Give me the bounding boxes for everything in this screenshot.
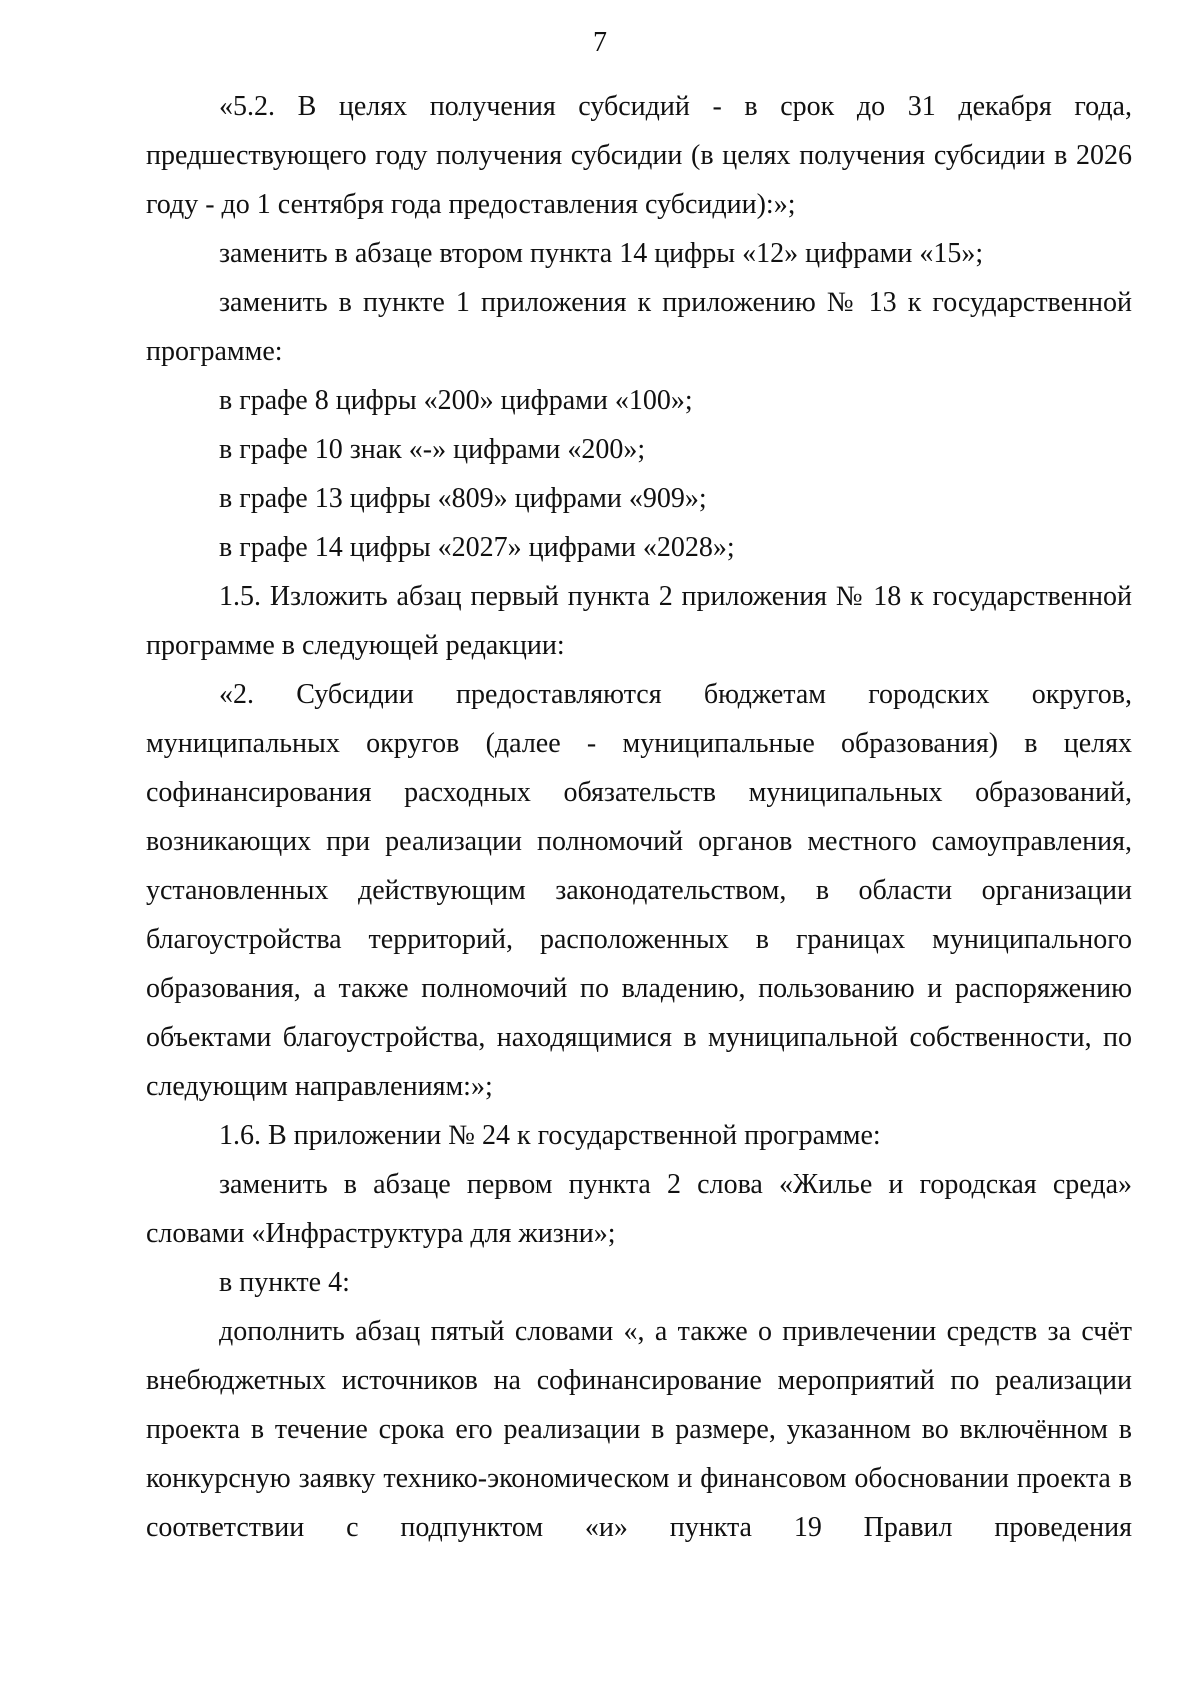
paragraph-column-10: в графе 10 знак «-» цифрами «200»; [219,434,646,465]
paragraph-quote-5-2: «5.2. В целях получения субсидий - в срок до 31 декабря года, предшествующего году получения субсидии (в целях получения субсидии в 2026 году - до 1 сентября года предоставления субсидии):»; [146,91,1132,220]
paragraph-replace-point-14: заменить в абзаце втором пункта 14 цифры «12» цифрами «15»; [219,238,984,269]
paragraph-supplement-fifth: дополнить абзац пятый словами «, а также о привлечении средств за счёт внебюджетных источников на софинансирование мероприятий по реализации проекта в течение срока его реализации в размере, указанном во включённом в конкурсную заявку технико-экономическом и финансовом обосновании проекта в соответствии с подпунктом «и» пункта 19 Правил проведения [146,1316,1132,1543]
document-body [146,82,1132,1552]
paragraph-quote-subsidies: «2. Субсидии предоставляются бюджетам городских округов, муниципальных округов (далее - муниципальные образования) в целях софинансирования расходных обязательств муниципальных образований, возникающих при реализации полномочий органов местного самоуправления, установленных действующим законодательством, в области организации благоустройства территорий, расположенных в границах муниципального образования, а также полномочий по владению, пользованию и распоряжению объектами благоустройства, находящимися в муниципальной собственности, по следующим направлениям:»; [146,679,1132,1102]
paragraph-replace-words: заменить в абзаце первом пункта 2 слова «Жилье и городская среда» словами «Инфраструктура для жизни»; [146,1169,1132,1249]
page-number: 7 [593,27,607,58]
paragraph-column-8: в графе 8 цифры «200» цифрами «100»; [219,385,693,416]
paragraph-column-14: в графе 14 цифры «2027» цифрами «2028»; [219,532,735,563]
paragraph-1-6: 1.6. В приложении № 24 к государственной программе: [219,1120,881,1151]
paragraph-point-4: в пункте 4: [219,1267,350,1298]
paragraph-replace-appendix-13: заменить в пункте 1 приложения к приложению № 13 к государственной программе: [146,287,1132,367]
paragraph-column-13: в графе 13 цифры «809» цифрами «909»; [219,483,707,514]
paragraph-1-5: 1.5. Изложить абзац первый пункта 2 приложения № 18 к государственной программе в следующей редакции: [146,581,1132,661]
